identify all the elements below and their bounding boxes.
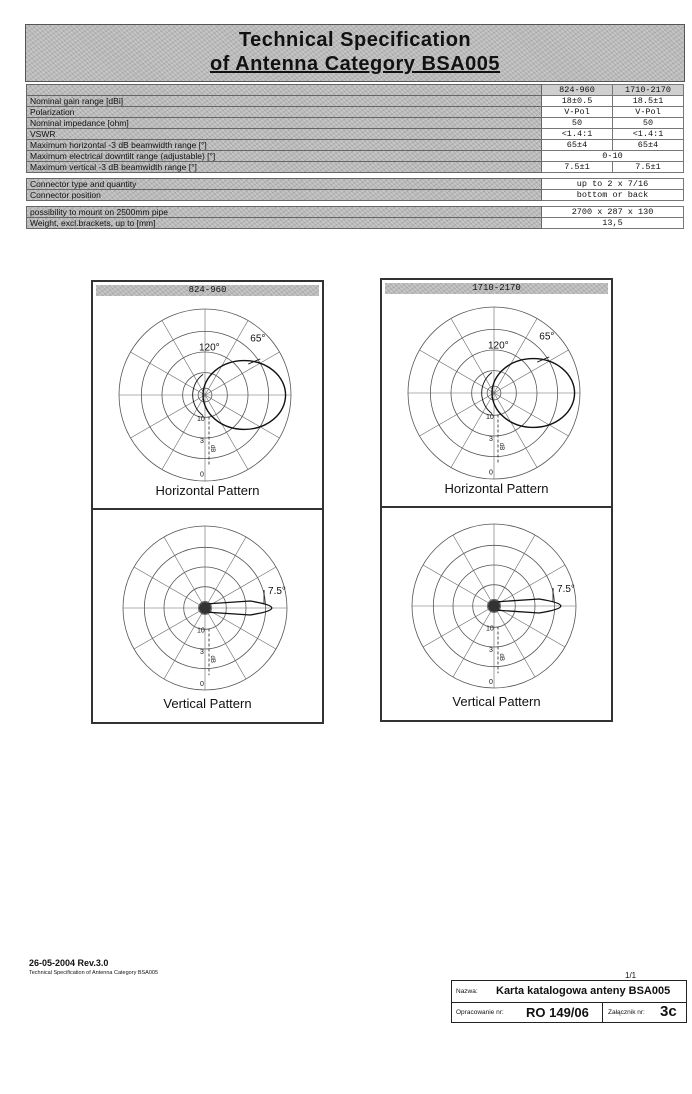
horizontal-polar-plot bbox=[93, 298, 322, 483]
pattern-panel-high-band bbox=[380, 278, 613, 722]
polar-unit-label: dB bbox=[498, 442, 504, 451]
spec-row bbox=[27, 118, 684, 129]
spec-value-merged: bottom or back bbox=[542, 190, 684, 201]
spec-label: Nominal impedance [ohm] bbox=[27, 118, 542, 129]
polar-scale-label: 10 bbox=[197, 415, 205, 423]
footer-date-revision: 26-05-2004 Rev.3.0 bbox=[29, 958, 109, 968]
spec-row bbox=[27, 190, 684, 201]
spec-value: 7.5±1 bbox=[542, 162, 613, 173]
polar-scale-label: 3 bbox=[489, 646, 493, 654]
polar-scale-label: 3 bbox=[489, 436, 493, 444]
spec-value-merged: 2700 x 287 x 130 bbox=[542, 207, 684, 218]
spec-row bbox=[27, 140, 684, 151]
spec-value: V-Pol bbox=[542, 107, 613, 118]
spec-label: Nominal gain range [dBi] bbox=[27, 96, 542, 107]
spec-row bbox=[27, 129, 684, 140]
spec-label: Polarization bbox=[27, 107, 542, 118]
stamp-name-value: Karta katalogowa anteny BSA005 bbox=[496, 985, 671, 997]
spec-value: <1.4:1 bbox=[542, 129, 613, 140]
spec-label: Connector position bbox=[27, 190, 542, 201]
specification-table bbox=[26, 84, 684, 229]
document-title-line1: Technical Specification bbox=[238, 29, 472, 51]
beam-angle-label-65: 65° bbox=[250, 333, 266, 345]
spec-row bbox=[27, 162, 684, 173]
document-title-line2: of Antenna Category BSA005 bbox=[209, 53, 501, 75]
horizontal-pattern-label: Horizontal Pattern bbox=[444, 481, 549, 496]
polar-scale-label: 3 bbox=[200, 648, 204, 656]
document-stamp bbox=[451, 980, 687, 1023]
spec-value: 50 bbox=[542, 118, 613, 129]
beam-angle-label-7-5: 7.5° bbox=[268, 586, 286, 597]
spec-band-header: 824-960 bbox=[542, 85, 613, 96]
spec-row bbox=[27, 151, 684, 162]
spec-row bbox=[27, 207, 684, 218]
stamp-attachment-caption: Załącznik nr: bbox=[608, 1009, 645, 1016]
beam-angle-label-65: 65° bbox=[539, 331, 555, 343]
beam-angle-label-7-5: 7.5° bbox=[557, 584, 575, 595]
pattern-panel-low-band bbox=[91, 280, 324, 724]
polar-scale-label: 0 bbox=[200, 471, 204, 479]
spec-value-merged: up to 2 x 7/16 bbox=[542, 179, 684, 190]
beam-origin bbox=[488, 600, 500, 612]
stamp-prepared-caption: Opracowanie nr: bbox=[456, 1009, 504, 1016]
beam-angle-label-120: 120° bbox=[199, 342, 220, 354]
spec-header-row bbox=[27, 85, 684, 96]
polar-unit-label: dB bbox=[209, 444, 215, 453]
spec-label: Weight, excl.brackets, up to [mm] bbox=[27, 218, 542, 229]
spec-value: 18.5±1 bbox=[613, 96, 684, 107]
spec-value: 50 bbox=[613, 118, 684, 129]
page-number: 1/1 bbox=[625, 971, 637, 980]
spec-row bbox=[27, 179, 684, 190]
vertical-polar-plot bbox=[93, 518, 322, 696]
spec-label: Maximum horizontal -3 dB beamwidth range [°] bbox=[27, 140, 542, 151]
spec-label: Maximum vertical -3 dB beamwidth range [°] bbox=[27, 162, 542, 173]
vertical-polar-plot bbox=[382, 516, 611, 694]
stamp-prepared-value: RO 149/06 bbox=[526, 1005, 589, 1020]
polar-scale-label: 0 bbox=[200, 680, 204, 688]
panel-band-header: 824-960 bbox=[96, 285, 319, 296]
polar-scale-label: 0 bbox=[489, 678, 493, 686]
polar-unit-label: dB bbox=[209, 655, 215, 663]
beam-angle-label-120: 120° bbox=[488, 340, 509, 352]
spec-value: 18±0.5 bbox=[542, 96, 613, 107]
spec-row bbox=[27, 96, 684, 107]
spec-label: possibility to mount on 2500mm pipe bbox=[27, 207, 542, 218]
panel-divider bbox=[93, 508, 322, 510]
polar-scale-label: 3 bbox=[200, 438, 204, 446]
horizontal-pattern-label: Horizontal Pattern bbox=[155, 483, 260, 498]
spec-label: Maximum electrical downtilt range (adjustable) [°] bbox=[27, 151, 542, 162]
spec-value: V-Pol bbox=[613, 107, 684, 118]
spec-value-merged: 13,5 bbox=[542, 218, 684, 229]
title-banner bbox=[25, 24, 685, 82]
spec-value: <1.4:1 bbox=[613, 129, 684, 140]
footer-subtitle: Technical Specification of Antenna Category BSA005 bbox=[29, 970, 159, 976]
stamp-name-caption: Nazwa: bbox=[456, 988, 478, 995]
spec-label: VSWR bbox=[27, 129, 542, 140]
spec-header-label bbox=[27, 85, 542, 96]
spec-value: 65±4 bbox=[613, 140, 684, 151]
spec-label: Connector type and quantity bbox=[27, 179, 542, 190]
polar-scale-label: 0 bbox=[489, 469, 493, 477]
vertical-pattern-label: Vertical Pattern bbox=[452, 694, 541, 709]
stamp-cell-divider bbox=[602, 1002, 603, 1022]
polar-unit-label: dB bbox=[498, 653, 504, 661]
stamp-attachment-value: 3c bbox=[660, 1003, 677, 1020]
polar-scale-label: 10 bbox=[486, 625, 494, 633]
panel-divider bbox=[382, 506, 611, 508]
horizontal-polar-plot bbox=[382, 296, 611, 481]
beam-origin bbox=[199, 602, 211, 614]
polar-scale-label: 10 bbox=[197, 627, 205, 635]
spec-row bbox=[27, 218, 684, 229]
polar-scale-label: 10 bbox=[486, 413, 494, 421]
spec-value: 7.5±1 bbox=[613, 162, 684, 173]
spec-value: 65±4 bbox=[542, 140, 613, 151]
panel-band-header: 1710-2170 bbox=[385, 283, 608, 294]
spec-value-merged: 0-10 bbox=[542, 151, 684, 162]
spec-row bbox=[27, 107, 684, 118]
spec-band-header: 1710-2170 bbox=[613, 85, 684, 96]
vertical-pattern-label: Vertical Pattern bbox=[163, 696, 252, 711]
